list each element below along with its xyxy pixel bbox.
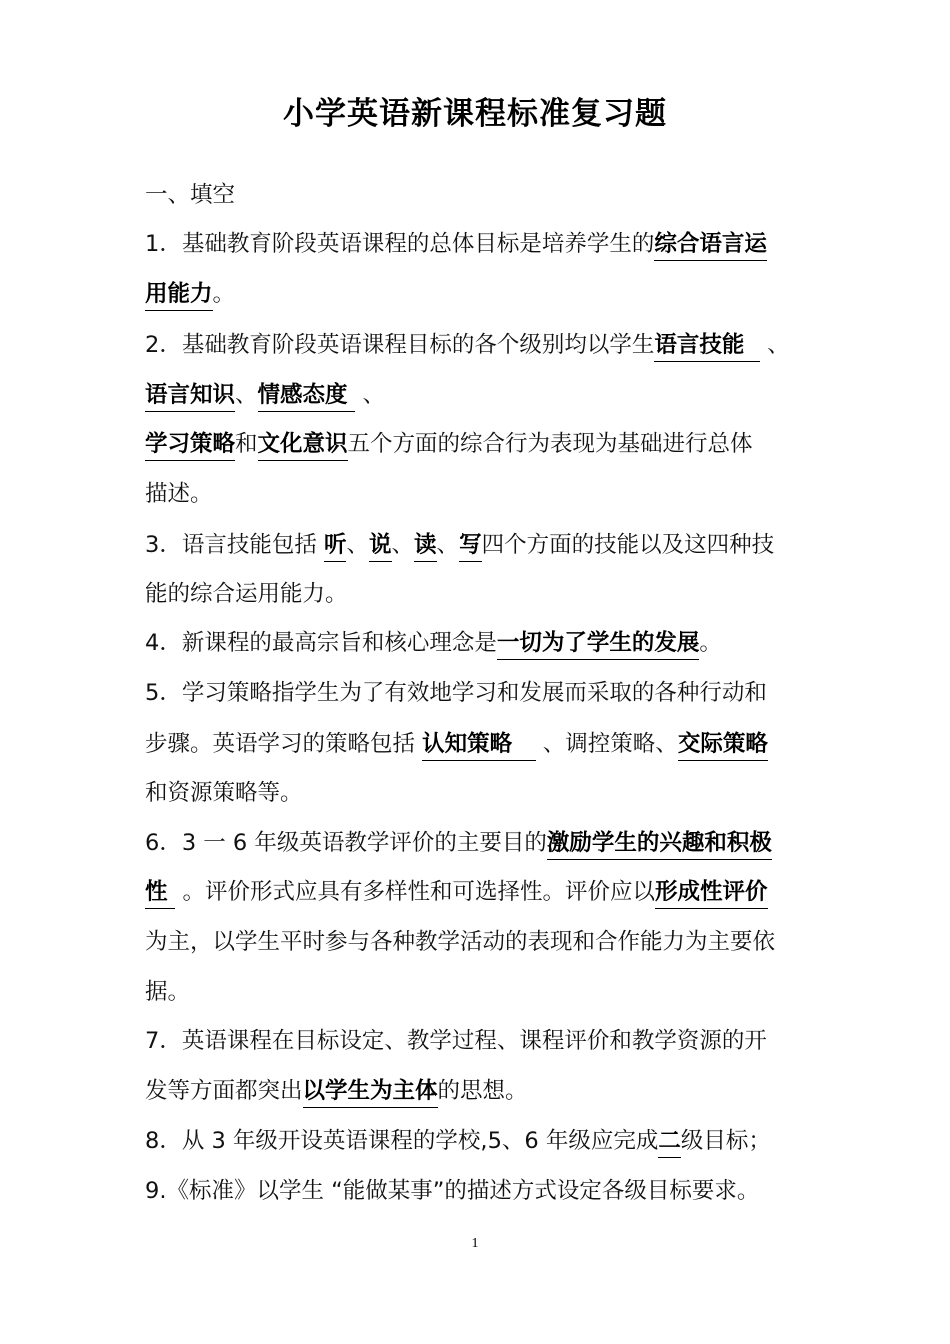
page-number: 1 bbox=[471, 1236, 479, 1251]
question-text: 发等方面都突出 bbox=[145, 1078, 303, 1104]
question-text: 、 bbox=[436, 532, 460, 558]
question-text: 、 bbox=[391, 532, 415, 558]
question-1-line-2 bbox=[145, 279, 235, 311]
question-text: 、 bbox=[355, 382, 386, 408]
answer-blank: 性 bbox=[145, 878, 175, 909]
question-text: 4．新课程的最高宗旨和核心理念是 bbox=[145, 630, 497, 656]
question-text: 、 bbox=[760, 332, 790, 358]
question-text: 。 bbox=[699, 630, 722, 656]
question-text: 6．3 一 6 年级英语教学评价的主要目的 bbox=[145, 830, 547, 856]
question-6-line-3: 为主，以学生平时参与各种教学活动的表现和合作能力为主要依 bbox=[145, 929, 776, 955]
question-text: 的思想。 bbox=[437, 1078, 528, 1104]
question-text: 、调控策略、 bbox=[535, 731, 678, 757]
question-text: 、 bbox=[346, 532, 369, 558]
question-text: 步骤。英语学习的策略包括 bbox=[145, 731, 423, 757]
question-9-line-1: 9.《标准》以学生 “能做某事”的描述方式设定各级目标要求。 bbox=[145, 1178, 760, 1204]
answer-blank: 认知策略 bbox=[422, 730, 536, 761]
question-text: 3．语言技能包括 bbox=[145, 532, 324, 558]
question-5-line-2 bbox=[145, 729, 768, 761]
answer-blank: 读 bbox=[414, 531, 437, 562]
answer-blank: 激励学生的兴趣和积极 bbox=[547, 829, 772, 860]
question-3-line-2: 能的综合运用能力。 bbox=[145, 581, 348, 607]
question-text: 五个方面的综合行为表现为基础进行总体 bbox=[347, 431, 753, 457]
question-2-line-3 bbox=[145, 429, 753, 461]
question-text: 和 bbox=[235, 431, 258, 457]
answer-blank: 以学生为主体 bbox=[303, 1077, 438, 1108]
question-2-line-1 bbox=[145, 330, 790, 362]
question-7-line-2 bbox=[145, 1076, 528, 1108]
answer-blank: 形成性评价 bbox=[655, 878, 768, 909]
section-heading: 一、填空 bbox=[145, 182, 236, 208]
answer-blank: 语言技能 bbox=[654, 331, 760, 362]
question-text: 2．基础教育阶段英语课程目标的各个级别均以学生 bbox=[145, 332, 655, 358]
answer-blank: 二 bbox=[658, 1127, 681, 1158]
question-text: 8．从 3 年级开设英语课程的学校,5、6 年级应完成 bbox=[145, 1128, 659, 1154]
answer-blank: 写 bbox=[459, 531, 482, 562]
answer-blank: 交际策略 bbox=[678, 730, 768, 761]
question-2-line-2 bbox=[145, 380, 385, 412]
question-text: 、 bbox=[235, 382, 258, 408]
question-text: 。评价形式应具有多样性和可选择性。评价应以 bbox=[175, 879, 655, 905]
question-8-line-1 bbox=[145, 1126, 771, 1158]
answer-blank: 说 bbox=[369, 531, 392, 562]
question-5-line-3: 和资源策略等。 bbox=[145, 780, 303, 806]
question-6-line-4: 据。 bbox=[145, 979, 191, 1005]
answer-blank: 文化意识 bbox=[258, 430, 348, 461]
question-text: 四个方面的技能以及这四种技 bbox=[481, 532, 775, 558]
answer-blank: 情感态度 bbox=[258, 381, 356, 412]
answer-blank: 学习策略 bbox=[145, 430, 235, 461]
answer-blank: 综合语言运 bbox=[654, 230, 767, 261]
answer-blank: 用能力 bbox=[145, 280, 213, 311]
answer-blank: 语言知识 bbox=[145, 381, 235, 412]
question-text: 级目标； bbox=[680, 1128, 771, 1154]
question-6-line-1 bbox=[145, 828, 772, 860]
page-title: 小学英语新课程标准复习题 bbox=[283, 96, 667, 132]
question-3-line-1 bbox=[145, 530, 774, 562]
question-text: 。 bbox=[212, 281, 236, 307]
question-text: 1．基础教育阶段英语课程的总体目标是培养学生的 bbox=[145, 231, 655, 257]
question-7-line-1: 7．英语课程在目标设定、教学过程、课程评价和教学资源的开 bbox=[145, 1028, 767, 1054]
question-4-line-1 bbox=[145, 628, 722, 660]
question-2-line-4: 描述。 bbox=[145, 481, 213, 507]
question-6-line-2 bbox=[145, 877, 768, 909]
answer-blank: 听 bbox=[324, 531, 347, 562]
question-1-line-1 bbox=[145, 229, 767, 261]
answer-blank: 一切为了学生的发展 bbox=[497, 629, 700, 660]
question-5-line-1: 5．学习策略指学生为了有效地学习和发展而采取的各种行动和 bbox=[145, 680, 767, 706]
